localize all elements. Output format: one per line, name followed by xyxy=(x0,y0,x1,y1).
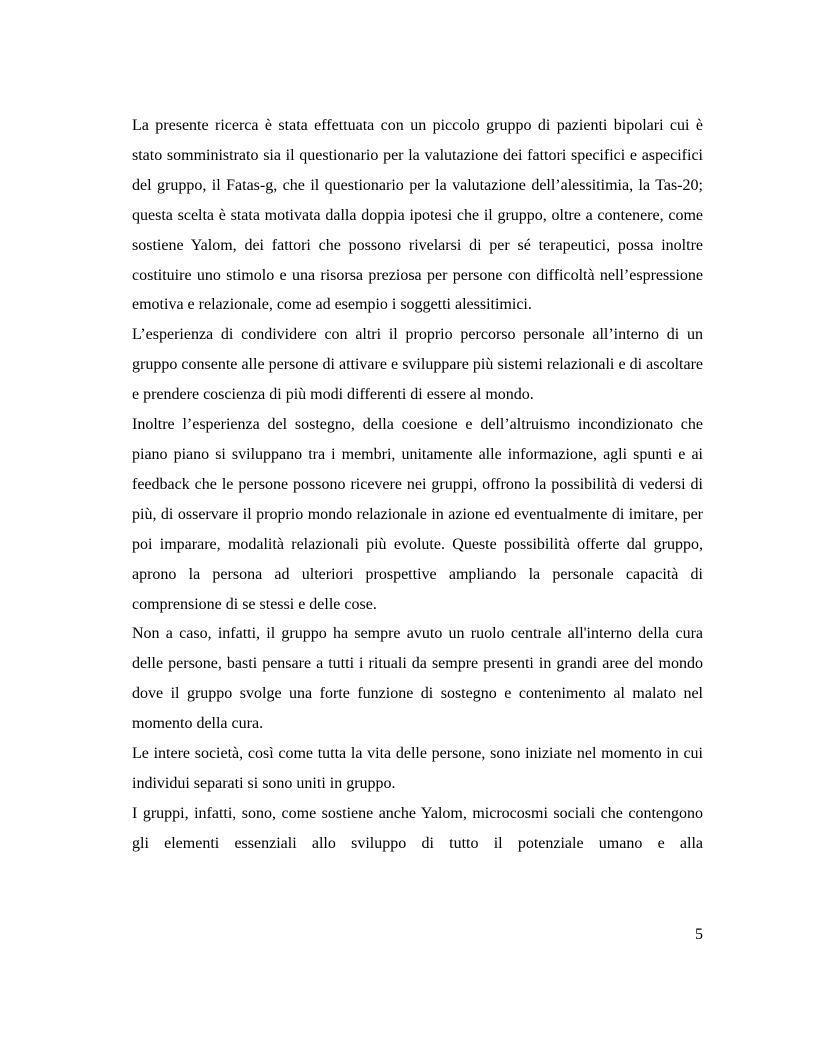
paragraph: L’esperienza di condividere con altri il proprio percorso personale all’interno di un gruppo consente alle persone di attivare e sviluppare più sistemi relazionali e di ascoltare e prendere coscienza di più modi differenti di essere al mondo. xyxy=(132,326,703,404)
paragraph: Inoltre l’esperienza del sostegno, della coesione e dell’altruismo incondizionato che piano piano si sviluppano tra i membri, unitamente alle informazione, agli spunti e ai feedback che le persone possono ricevere nei gruppi, offrono la possibilità di vedersi di più, di osservare il proprio mondo relazionale in azione ed eventualmente di imitare, per poi imparare, modalità relazionali più evolute. Queste possibilità offerte dal gruppo, aprono la persona ad ulteriori prospettive ampliando la personale capacità di comprensione di se stessi e delle cose. xyxy=(132,416,703,613)
page-number: 5 xyxy=(695,926,703,943)
paragraph: I gruppi, infatti, sono, come sostiene anche Yalom, microcosmi sociali che contengono gli elementi essenziali allo sviluppo di tutto il potenziale umano e alla xyxy=(132,804,703,852)
paragraph: Le intere società, così come tutta la vita delle persone, sono iniziate nel momento in cui individui separati si sono uniti in gruppo. xyxy=(132,745,703,792)
paragraph: Non a caso, infatti, il gruppo ha sempre avuto un ruolo centrale all'interno della cura delle persone, basti pensare a tutti i rituali da sempre presenti in grandi aree del mondo dove il gruppo svolge una forte funzione di sostegno e contenimento al malato nel momento della cura. xyxy=(132,625,703,733)
body-text xyxy=(132,111,703,859)
paragraph: La presente ricerca è stata effettuata con un piccolo gruppo di pazienti bipolari cui è stato somministrato sia il questionario per la valutazione dei fattori specifici e aspecifici del gruppo, il Fatas-g, che il questionario per la valutazione dell’alessitimia, la Tas-20; questa scelta è stata motivata dalla doppia ipotesi che il gruppo, oltre a contenere, come sostiene Yalom, dei fattori che possono rivelarsi di per sé terapeutici, possa inoltre costituire uno stimolo e una risorsa preziosa per persone con difficoltà nell’espressione emotiva e relazionale, come ad esempio i soggetti alessitimici. xyxy=(132,117,703,314)
